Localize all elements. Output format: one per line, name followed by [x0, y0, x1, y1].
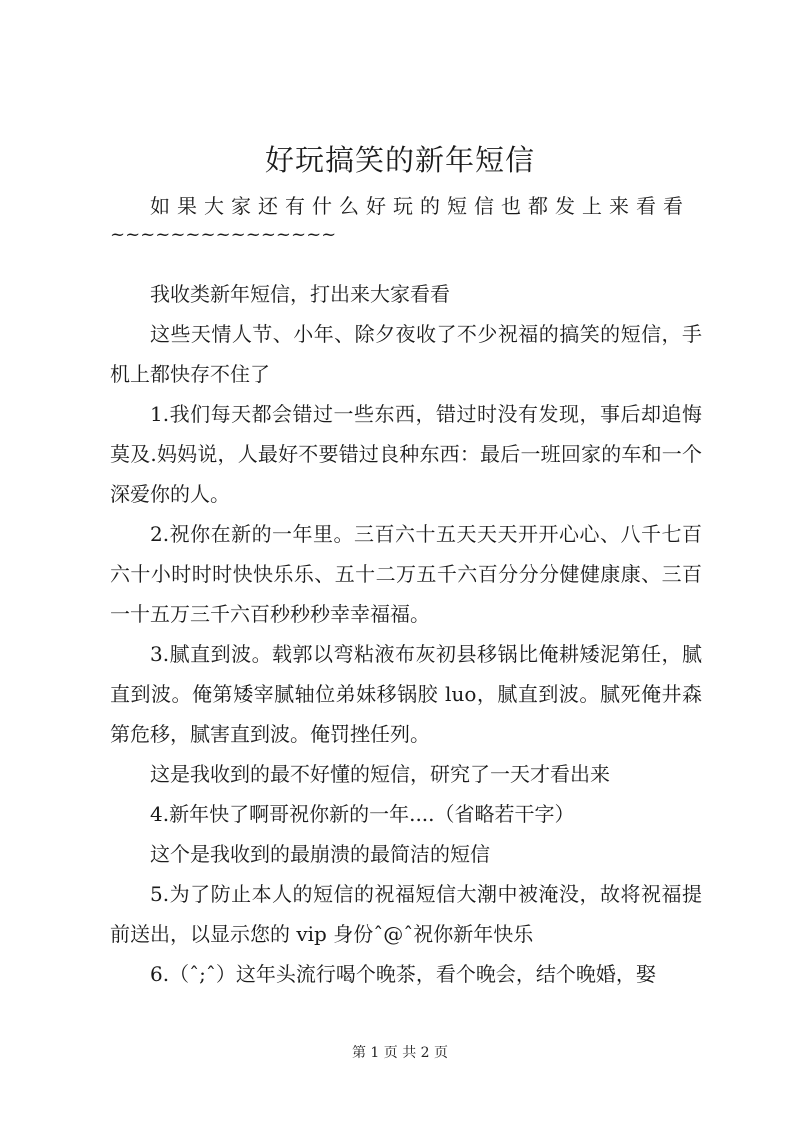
document-title: 好玩搞笑的新年短信	[264, 143, 535, 177]
paragraph: 1.我们每天都会错过一些东西，错过时没有发现，事后却追悔莫及.妈妈说，人最好不要错过良种东西：最后一班回家的车和一个深爱你的人。	[110, 402, 702, 506]
paragraph: 4.新年快了啊哥祝你新的一年....（省略若干字）	[150, 802, 575, 826]
intro-paragraph: 如果大家还有什么好玩的短信也都发上来看看	[150, 194, 690, 218]
paragraph: 5.为了防止本人的短信的祝福短信大潮中被淹没，故将祝福提前送出，以显示您的 vip 身份ˆ@ˆ祝你新年快乐	[110, 882, 702, 946]
paragraph: 这是我收到的最不好懂的短信，研究了一天才看出来	[150, 762, 610, 786]
paragraph: 3.腻直到波。载郭以弯粘液布灰初县移锅比俺耕矮泥第任，腻直到波。俺第矮宰腻轴位弟妹移锅胶 luo，腻直到波。腻死俺井森第危移，腻害直到波。俺罚挫任列。	[110, 642, 702, 746]
intro-tilde-line: ~~~~~~~~~~~~~~~	[110, 224, 337, 245]
page-number-footer: 第 1 页 共 2 页	[351, 1045, 449, 1061]
paragraph: 这个是我收到的最崩溃的最简洁的短信	[150, 842, 490, 866]
document-body	[110, 186, 702, 994]
paragraph: 2.祝你在新的一年里。三百六十五天天天开开心心、八千七百六十小时时时快快乐乐、五十二万五千六百分分分健健康康、三百一十五万三千六百秒秒秒幸幸福福。	[110, 522, 702, 626]
paragraph: 6.（ˆ;ˆ）这年头流行喝个晚茶，看个晚会，结个晚婚，娶	[150, 962, 656, 986]
paragraph: 这些天情人节、小年、除夕夜收了不少祝福的搞笑的短信，手机上都快存不住了	[110, 322, 702, 386]
paragraph: 我收类新年短信，打出来大家看看	[150, 282, 450, 306]
